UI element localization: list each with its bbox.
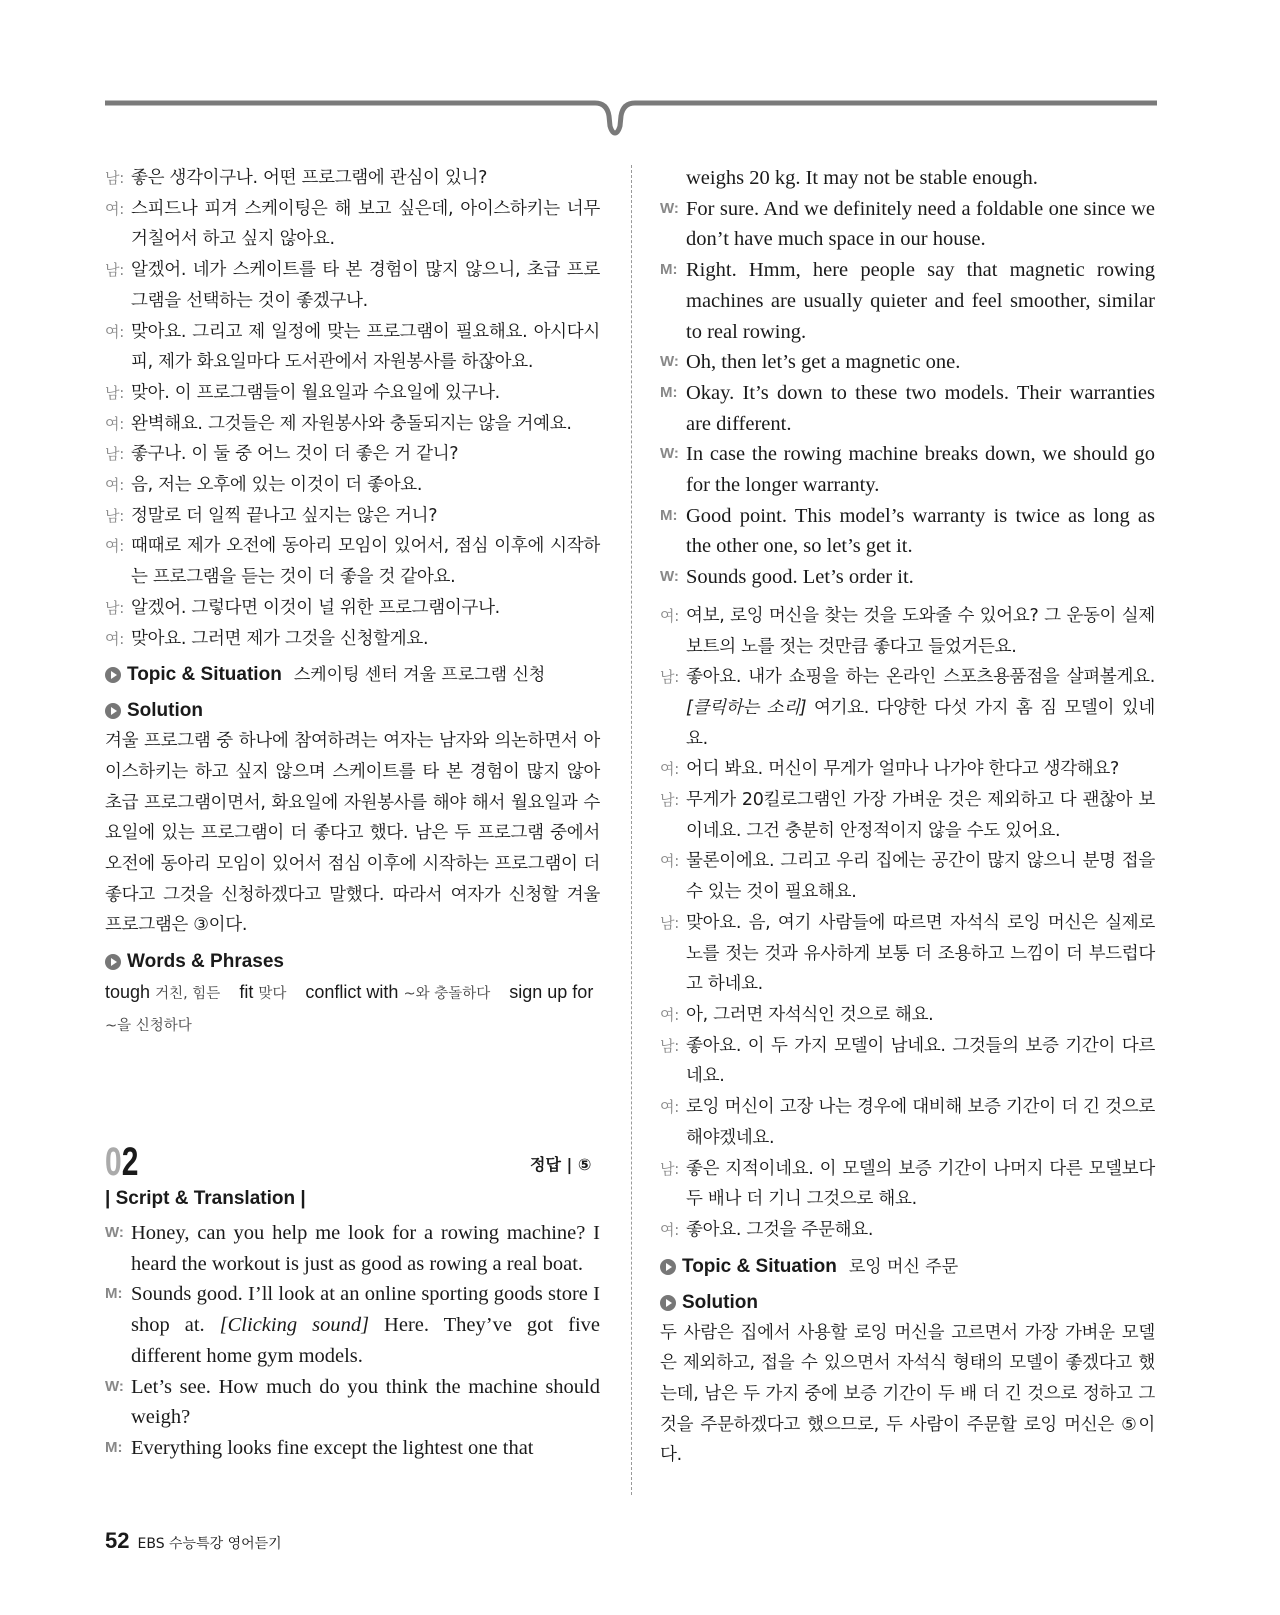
play-bullet-icon	[660, 1295, 676, 1311]
dialogue-text: 알겠어. 네가 스케이트를 타 본 경험이 많지 않으니, 초급 프로그램을 선택하는 것이 좋겠구나.	[131, 260, 600, 311]
dialogue-line	[105, 378, 600, 409]
dialogue-text: 때때로 제가 오전에 동아리 모임이 있어서, 점심 이후에 시작하는 프로그램을 듣는 것이 더 좋을 것 같아요.	[131, 536, 600, 588]
speaker-label: M:	[105, 1285, 123, 1303]
words-label: Words & Phrases	[127, 951, 284, 973]
dialogue-text: weighs 20 kg. It may not be stable enough.	[686, 167, 1038, 189]
dialogue-line	[105, 255, 600, 316]
speaker-label: W:	[105, 1377, 124, 1395]
dialogue-text: 완벽해요. 그것들은 제 자원봉사와 충돌되지는 않을 거예요.	[131, 413, 572, 434]
word-meaning: ~을 신청하다	[105, 1018, 192, 1035]
topic-label: Topic & Situation	[127, 664, 282, 686]
solution-heading	[105, 696, 600, 726]
dialogue-line	[660, 846, 1155, 907]
solution-text-2: 두 사람은 집에서 사용할 로잉 머신을 고르면서 가장 가벼운 모델은 제외하고, 접을 수 있으면서 자석식 형태의 모델이 좋겠다고 했는데, 남은 두 가지 중에 보증 기간이 두 배 더 긴 것으로 정하고 그것을 주문하겠다고 했으므로, 두 사람이 주문할 로잉 머신은 ⑤이다.	[660, 1322, 1155, 1466]
dialogue-line	[660, 1215, 1155, 1246]
speaker-label	[660, 163, 686, 194]
script-label: | Script & Translation |	[105, 1188, 306, 1209]
words-list	[105, 977, 600, 1041]
dialogue-line	[105, 1279, 600, 1371]
dialogue-text: 여보, 로잉 머신을 찾는 것을 도와줄 수 있어요? 그 운동이 실제 보트의 노를 젓는 것만큼 좋다고 들었거든요.	[686, 605, 1155, 657]
english-script-1	[105, 1218, 600, 1464]
dialogue-line	[660, 1092, 1155, 1153]
dialogue-text: 좋아요. 내가 쇼핑을 하는 온라인 스포츠용품점을 살펴볼게요. [클릭하는 소리] 여기요. 다양한 다섯 가지 홈 짐 모델이 있네요.	[686, 667, 1155, 749]
speaker-label: 여:	[105, 537, 124, 556]
play-bullet-icon	[105, 954, 121, 970]
dialogue-text: In case the rowing machine breaks down, we should go for the longer warranty.	[686, 443, 1155, 497]
answer-label: 정답 | ⑤	[530, 1155, 592, 1174]
speaker-label: W:	[660, 199, 679, 217]
page-number: 52	[105, 1528, 130, 1553]
question-number-digit: 2	[121, 1140, 139, 1184]
dialogue-line	[660, 754, 1155, 785]
dialogue-line	[105, 470, 600, 501]
dialogue-line	[660, 1000, 1155, 1031]
dialogue-line	[660, 1031, 1155, 1092]
dialogue-text: 로잉 머신이 고장 나는 경우에 대비해 보증 기간이 더 긴 것으로 해야겠네요.	[686, 1097, 1155, 1148]
dialogue-line	[105, 163, 600, 194]
dialogue-text: 맞아요. 그러면 제가 그것을 신청할게요.	[131, 628, 429, 649]
dialogue-line	[105, 1433, 600, 1464]
speaker-label: 여:	[660, 606, 679, 625]
speaker-label: 여:	[660, 1098, 679, 1117]
speaker-label: M:	[660, 506, 678, 524]
dialogue-line	[660, 662, 1155, 754]
dialogue-line	[660, 785, 1155, 846]
speaker-label: 여:	[660, 852, 679, 871]
dialogue-text: Let’s see. How much do you think the machine should weigh?	[131, 1375, 600, 1429]
dialogue-line	[660, 439, 1155, 500]
word-term: fit	[239, 982, 254, 1003]
speaker-label: 남:	[660, 791, 679, 810]
word-meaning: 맞다	[258, 986, 287, 1003]
speaker-label: W:	[660, 445, 679, 463]
dialogue-text: 맞아요. 그리고 제 일정에 맞는 프로그램이 필요해요. 아시다시피, 제가 화요일마다 도서관에서 자원봉사를 하잖아요.	[131, 321, 600, 373]
speaker-label: 여:	[105, 322, 124, 341]
topic-value: 로잉 머신 주문	[848, 1256, 959, 1277]
page-footer	[105, 1528, 282, 1554]
dialogue-text: Right. Hmm, here people say that magnetic rowing machines are usually quieter and feel smoother, similar to real rowing.	[686, 259, 1155, 343]
speaker-label: W:	[105, 1224, 124, 1241]
word-meaning: 거친, 힘든	[155, 986, 221, 1003]
topic-heading	[105, 660, 600, 690]
dialogue-text: Okay. It’s down to these two models. Their warranties are different.	[686, 381, 1155, 435]
dialogue-line	[105, 501, 600, 532]
korean-dialogue-1	[105, 163, 600, 654]
dialogue-text: 알겠어. 그렇다면 이것이 널 위한 프로그램이구나.	[131, 597, 500, 618]
dialogue-line	[105, 531, 600, 592]
speaker-label: 남:	[105, 383, 124, 402]
speaker-label: 여:	[105, 629, 124, 648]
dialogue-line	[660, 1154, 1155, 1215]
dialogue-line	[105, 194, 600, 255]
dialogue-text: Everything looks fine except the lightest one that	[131, 1436, 534, 1459]
dialogue-text: 음, 저는 오후에 있는 이것이 더 좋아요.	[131, 475, 423, 496]
left-column	[105, 163, 600, 1041]
topic-heading-2	[660, 1252, 1155, 1282]
dialogue-line	[660, 378, 1155, 439]
solution-heading-2	[660, 1288, 1155, 1318]
dialogue-text: Sounds good. Let’s order it.	[686, 566, 914, 589]
play-bullet-icon	[660, 1259, 676, 1275]
speaker-label: 여:	[660, 1220, 679, 1239]
dialogue-line	[105, 593, 600, 624]
header-rule	[105, 98, 1157, 138]
speaker-label: 남:	[105, 506, 124, 525]
dialogue-line	[105, 317, 600, 378]
dialogue-text: 스피드나 피겨 스케이팅은 해 보고 싶은데, 아이스하키는 너무 거칠어서 하고 싶지 않아요.	[131, 198, 600, 250]
dialogue-text: 무게가 20킬로그램인 가장 가벼운 것은 제외하고 다 괜찮아 보이네요. 그건 충분히 안정적이지 않을 수도 있어요.	[686, 790, 1155, 841]
speaker-label: M:	[660, 261, 678, 279]
dialogue-line	[660, 255, 1155, 347]
word-term: tough	[105, 982, 151, 1003]
dialogue-line	[660, 163, 1155, 194]
right-column	[660, 163, 1155, 1471]
book-title: EBS 수능특강 영어듣기	[137, 1536, 282, 1552]
speaker-label: W:	[660, 353, 679, 371]
speaker-label: 남:	[105, 598, 124, 617]
dialogue-line	[105, 1218, 600, 1279]
dialogue-text: Good point. This model’s warranty is twice as long as the other one, so let’s get it.	[686, 504, 1155, 558]
play-bullet-icon	[105, 667, 121, 683]
dialogue-text: Oh, then let’s get a magnetic one.	[686, 351, 961, 374]
dialogue-line	[105, 1372, 600, 1433]
dialogue-line	[105, 409, 600, 440]
solution-label: Solution	[127, 700, 203, 722]
speaker-label: 여:	[105, 414, 124, 433]
dialogue-line	[660, 347, 1155, 378]
dialogue-text: 좋은 지적이네요. 이 모델의 보증 기간이 나머지 다른 모델보다 두 배나 더 기니 그것으로 해요.	[686, 1158, 1155, 1210]
speaker-label: 남:	[105, 169, 124, 187]
dialogue-text: 정말로 더 일찍 끝나고 싶지는 않은 거니?	[131, 505, 438, 526]
dialogue-text: 좋아요. 그것을 주문해요.	[686, 1219, 874, 1240]
dialogue-text: 물론이에요. 그리고 우리 집에는 공간이 많지 않으니 분명 접을 수 있는 것이 필요해요.	[686, 851, 1155, 903]
word-meaning: ~와 충돌하다	[403, 986, 491, 1003]
dialogue-text: 맞아. 이 프로그램들이 월요일과 수요일에 있구나.	[131, 382, 500, 403]
words-heading	[105, 947, 600, 977]
word-term: sign up for	[509, 982, 594, 1003]
dialogue-text: 좋구나. 이 둘 중 어느 것이 더 좋은 거 같니?	[131, 444, 459, 465]
dialogue-line	[660, 562, 1155, 593]
topic-label: Topic & Situation	[682, 1255, 837, 1277]
dialogue-text: Honey, can you help me look for a rowing machine? I heard the workout is just as good as rowing a real boat.	[131, 1222, 600, 1275]
speaker-label: 여:	[660, 760, 679, 779]
question-number	[105, 1140, 138, 1185]
speaker-label: 남:	[105, 261, 124, 280]
question-number-prefix: 0	[105, 1140, 122, 1184]
solution-text: 겨울 프로그램 중 하나에 참여하려는 여자는 남자와 의논하면서 아이스하키는 하고 싶지 않으며 스케이트를 타 본 경험이 많지 않아 초급 프로그램이면서, 화요일에 자원봉사를 해야 해서 월요일과 수요일에 있는 프로그램이 더 좋다고 했다. 남은 두 프로그램 중에서 오전에 동아리 모임이 있어서 점심 이후에 시작하는 프로그램이 더 좋다고 그것을 신청하겠다고 말했다. 따라서 여자가 신청할 겨울 프로그램은 ③이다.	[105, 731, 600, 936]
dialogue-text: 어디 봐요. 머신이 무게가 얼마나 나가야 한다고 생각해요?	[686, 759, 1120, 780]
speaker-label: W:	[660, 568, 679, 586]
speaker-label: 여:	[660, 1005, 679, 1024]
korean-dialogue-2	[660, 601, 1155, 1246]
dialogue-text: 아, 그러면 자석식인 것으로 해요.	[686, 1004, 934, 1025]
dialogue-line	[105, 439, 600, 470]
dialogue-line	[660, 501, 1155, 562]
speaker-label: M:	[660, 383, 678, 401]
dialogue-text: 좋은 생각이구나. 어떤 프로그램에 관심이 있니?	[131, 168, 488, 188]
word-term: conflict with	[305, 982, 399, 1003]
speaker-label: 남:	[660, 1036, 679, 1055]
dialogue-text: For sure. And we definitely need a foldable one since we don’t have much space in our house.	[686, 197, 1155, 251]
dialogue-line	[660, 601, 1155, 662]
dialogue-line	[660, 194, 1155, 255]
speaker-label: 여:	[105, 199, 124, 218]
dialogue-line	[105, 624, 600, 655]
dialogue-text: 좋아요. 이 두 가지 모델이 남네요. 그것들의 보증 기간이 다르네요.	[686, 1035, 1155, 1087]
topic-value: 스케이팅 센터 겨울 프로그램 신청	[293, 665, 546, 686]
speaker-label: 남:	[105, 445, 124, 464]
dialogue-text: Sounds good. I’ll look at an online sporting goods store I shop at. [Clicking sound] Here. They’ve got five different home gym models.	[131, 1283, 600, 1367]
speaker-label: 남:	[660, 668, 679, 687]
column-divider	[631, 165, 632, 1495]
dialogue-line	[660, 908, 1155, 1000]
play-bullet-icon	[105, 703, 121, 719]
speaker-label: M:	[105, 1438, 123, 1456]
speaker-label: 남:	[660, 1159, 679, 1178]
solution-label: Solution	[682, 1291, 758, 1313]
english-script-2	[660, 163, 1155, 593]
dialogue-text: 맞아요. 음, 여기 사람들에 따르면 자석식 로잉 머신은 실제로 노를 젓는 것과 유사하게 보통 더 조용하고 느낌이 더 부드럽다고 하네요.	[686, 912, 1155, 995]
speaker-label: 여:	[105, 476, 124, 495]
speaker-label: 남:	[660, 913, 679, 932]
